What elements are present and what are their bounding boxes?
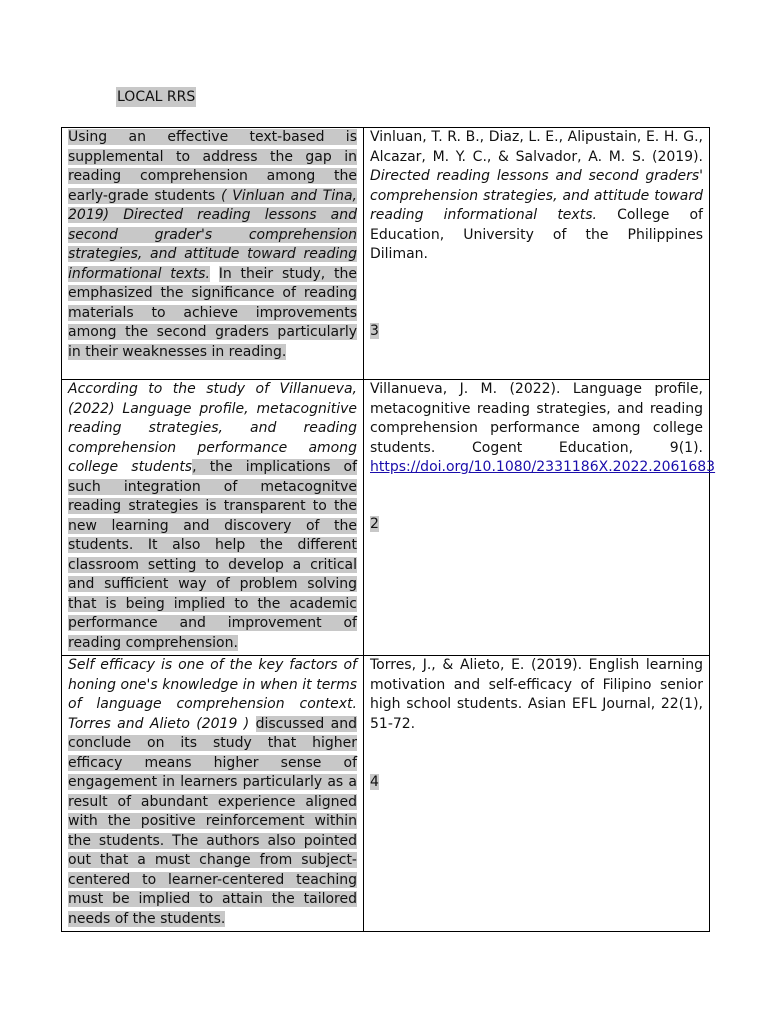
- summary-citation: Self efficacy is one of the key factors of honing one's knowledge in when it terms of language comprehension context. Torres and Alieto (2019 ): [68, 657, 357, 732]
- reference-publisher: College of Education, University of the Philippines Diliman.: [370, 207, 703, 262]
- summary-text: discussed and conclude on its study that higher efficacy means higher sense of engagement in learners particularly as a result of abundant experience aligned with the positive reinforcement within the students. The authors also pointed out that a must change from subject-centered to learner-centered teaching must be implied to attain the tailored needs of the students.: [68, 715, 357, 927]
- reference-text: Torres, J., & Alieto, E. (2019). English learning motivation and self-efficacy of Filipino senior high school students. Asian EFL Journal, 22(1), 51-72.: [370, 657, 703, 732]
- rrs-table: [61, 127, 716, 932]
- summary-spacer: [210, 266, 219, 282]
- reference-title: Directed reading lessons and second graders' comprehension strategies, and attitude toward reading informational texts.: [370, 168, 703, 223]
- summary-spacer: [249, 716, 255, 732]
- table-row: [62, 128, 710, 380]
- section-heading: LOCAL RRS: [117, 89, 196, 105]
- reference-number: 4: [370, 774, 379, 790]
- reference-cell: [364, 380, 716, 656]
- reference-text: Villanueva, J. M. (2022). Language profile, metacognitive reading strategies, and reading comprehension performance among college students. Cogent Education, 9(1).: [370, 381, 703, 456]
- summary-cell: [62, 380, 364, 656]
- summary-citation: According to the study of Villanueva, (2022) Language profile, metacognitive reading strategies, and reading comprehension performance among college students: [68, 381, 357, 475]
- summary-cell: [62, 128, 364, 380]
- summary-cell: [62, 656, 364, 932]
- reference-cell: [364, 128, 710, 380]
- reference-text: Vinluan, T. R. B., Diaz, L. E., Alipustain, E. H. G., Alcazar, M. Y. C., & Salvador, A. M. S. (2019).: [370, 129, 703, 165]
- summary-text: , the implications of such integration of metacognitve reading strategies is transparent to the new learning and discovery of the students. It also help the different classroom setting to develop a critical and sufficient way of problem solving that is being implied to the academic performance and improvement of reading comprehension.: [68, 459, 357, 651]
- summary-citation: ( Vinluan and Tina, 2019) Directed reading lessons and second grader's comprehension strategies, and attitude toward reading informational texts.: [68, 187, 357, 282]
- summary-text: Using an effective text-based is supplemental to address the gap in reading comprehension among the early-grade students: [68, 129, 357, 204]
- reference-number: 2: [370, 515, 379, 532]
- doi-link[interactable]: https://doi.org/10.1080/2331186X.2022.2061683: [370, 459, 716, 475]
- summary-text: In their study, the emphasized the significance of reading materials to achieve improvements among the second graders particularly in their weaknesses in reading.: [68, 265, 357, 360]
- table-row: [62, 380, 710, 656]
- reference-cell: [364, 656, 710, 932]
- table-row: [62, 656, 710, 932]
- reference-number: 3: [370, 322, 379, 339]
